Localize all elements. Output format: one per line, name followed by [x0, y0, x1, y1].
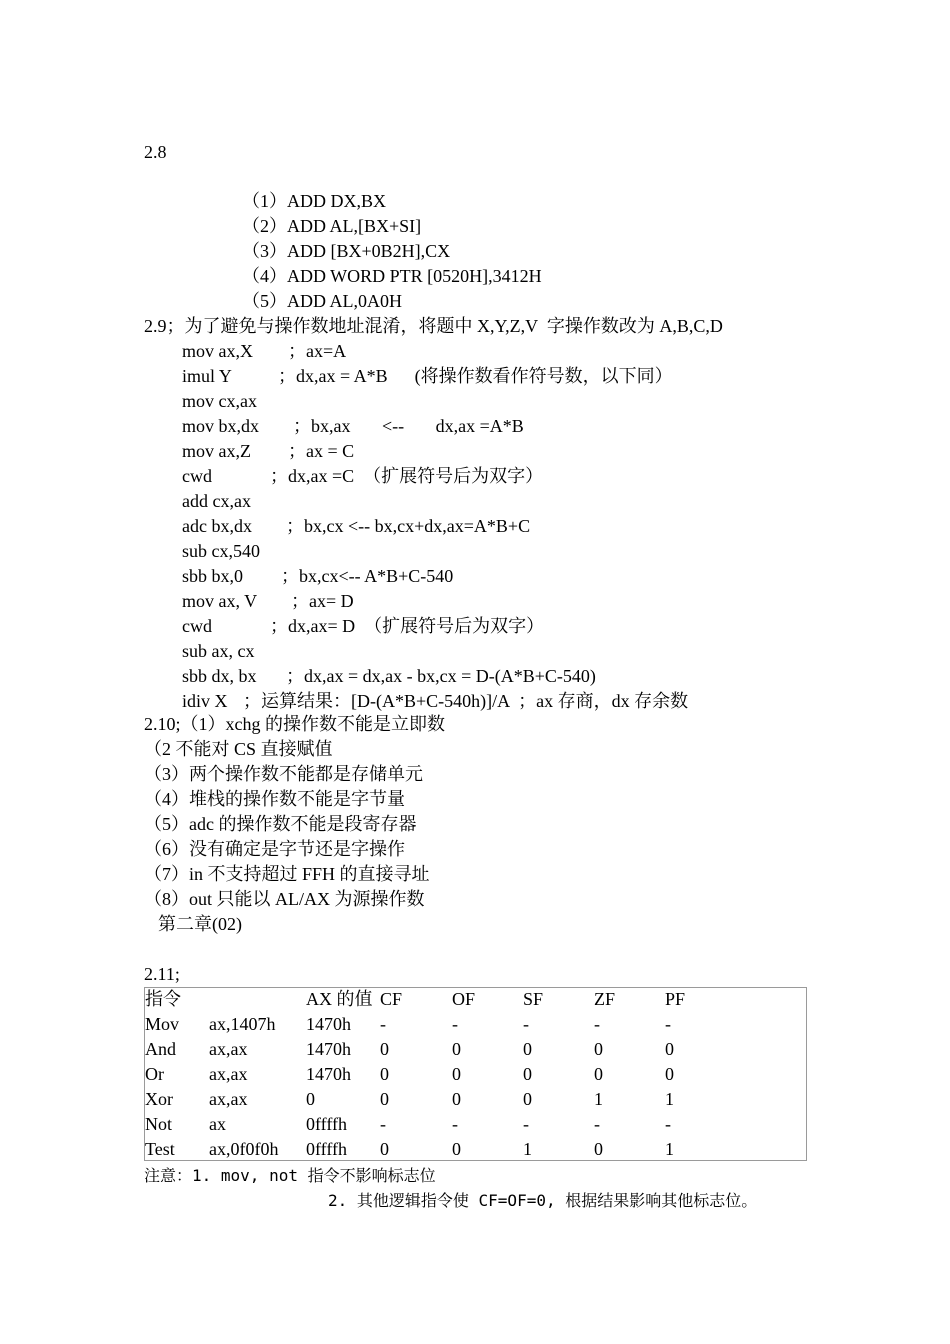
table-cell: ax,0f0f0h	[209, 1139, 279, 1159]
table-cell: ax,ax	[209, 1064, 248, 1084]
table-cell: 0	[452, 1039, 461, 1059]
code-instruction: mov cx,ax	[182, 391, 257, 411]
code-comment: ；ax=A	[288, 341, 347, 361]
list-item: （1）ADD DX,BX	[242, 191, 386, 211]
table-cell: 1	[665, 1139, 674, 1159]
table-cell: 0	[665, 1039, 674, 1059]
chapter-note: 第二章(02)	[158, 914, 242, 934]
code-instruction: cwd	[182, 616, 212, 636]
code-comment: ；dx,ax =C （扩展符号后为双字）	[270, 466, 544, 486]
table-cell: ax,1407h	[209, 1014, 276, 1034]
code-comment: ；bx,cx <-- bx,cx+dx,ax=A*B+C	[286, 516, 531, 536]
list-item: （8）out 只能以 AL/AX 为源操作数	[144, 889, 425, 909]
table-cell: 0	[594, 1139, 603, 1159]
table-cell: 1	[665, 1089, 674, 1109]
table-cell: -	[523, 1114, 529, 1134]
note-2: 2. 其他逻辑指令使 CF=OF=0, 根据结果影响其他标志位。	[328, 1191, 758, 1210]
list-item: （5）ADD AL,0A0H	[242, 291, 402, 311]
list-item: （4）堆栈的操作数不能是字节量	[144, 789, 405, 809]
table-cell: ax,ax	[209, 1089, 248, 1109]
table-cell: And	[145, 1039, 176, 1059]
section-2-10-heading: 2.10;（1）xchg 的操作数不能是立即数	[144, 714, 445, 734]
section-2-8-heading: 2.8	[144, 142, 167, 162]
table-cell: Or	[145, 1064, 164, 1084]
table-cell: 0	[594, 1039, 603, 1059]
code-comment: ；dx,ax = dx,ax - bx,cx = D-(A*B+C-540)	[286, 666, 596, 686]
code-instruction: mov bx,dx	[182, 416, 260, 436]
list-item: （6）没有确定是字节还是字操作	[144, 839, 405, 859]
table-cell: Test	[145, 1139, 175, 1159]
table-cell: 0	[380, 1039, 389, 1059]
code-comment: ；运算结果：[D-(A*B+C-540h)]/A ；ax 存商，dx 存余数	[243, 691, 689, 711]
code-comment: ；ax = C	[288, 441, 355, 461]
table-cell: Mov	[145, 1014, 180, 1034]
table-header-cell: AX 的值	[306, 989, 373, 1009]
table-cell: Not	[145, 1114, 172, 1134]
table-cell: -	[523, 1014, 529, 1034]
table-cell: 0	[452, 1139, 461, 1159]
list-item: （3）ADD [BX+0B2H],CX	[242, 241, 451, 261]
table-cell: ax	[209, 1114, 226, 1134]
code-comment: ；ax= D	[291, 591, 354, 611]
code-instruction: cwd	[182, 466, 212, 486]
table-cell: 1470h	[306, 1064, 351, 1084]
list-item: （2）ADD AL,[BX+SI]	[242, 216, 422, 236]
table-header-cell: OF	[452, 989, 476, 1009]
table-header-cell: PF	[665, 989, 686, 1009]
table-cell: -	[665, 1014, 671, 1034]
list-item: （4）ADD WORD PTR [0520H],3412H	[242, 266, 542, 286]
table-header-cell: 指令	[145, 989, 181, 1009]
table-cell: 1470h	[306, 1039, 351, 1059]
table-cell: -	[594, 1114, 600, 1134]
list-item: （5）adc 的操作数不能是段寄存器	[144, 814, 417, 834]
code-instruction: sbb bx,0	[182, 566, 244, 586]
section-2-11-heading: 2.11;	[144, 964, 180, 984]
list-item: （7）in 不支持超过 FFH 的直接寻址	[144, 864, 430, 884]
table-cell: -	[594, 1014, 600, 1034]
code-comment: ；bx,cx<-- A*B+C-540	[281, 566, 454, 586]
table-cell: 1470h	[306, 1014, 351, 1034]
table-cell: 0	[665, 1064, 674, 1084]
table-cell: Xor	[145, 1089, 173, 1109]
code-instruction: imul Y	[182, 366, 232, 386]
table-header-cell: CF	[380, 989, 403, 1009]
table-cell: 0	[380, 1139, 389, 1159]
table-cell: -	[452, 1114, 458, 1134]
table-cell: 0ffffh	[306, 1139, 348, 1159]
table-cell: 0	[523, 1064, 532, 1084]
code-instruction: sbb dx, bx	[182, 666, 257, 686]
table-cell: ax,ax	[209, 1039, 248, 1059]
table-cell: 1	[523, 1139, 532, 1159]
table-cell: 0	[380, 1064, 389, 1084]
code-instruction: mov ax, V	[182, 591, 258, 611]
table-cell: -	[380, 1114, 386, 1134]
table-cell: -	[380, 1014, 386, 1034]
table-header-cell: SF	[523, 989, 544, 1009]
flags-table	[144, 987, 807, 1161]
list-item: （3）两个操作数不能都是存储单元	[144, 764, 423, 784]
table-cell: 0	[523, 1089, 532, 1109]
table-cell: 0ffffh	[306, 1114, 348, 1134]
table-header-cell: ZF	[594, 989, 616, 1009]
list-item: （2 不能对 CS 直接赋值	[144, 739, 333, 759]
code-instruction: sub cx,540	[182, 541, 260, 561]
code-instruction: add cx,ax	[182, 491, 251, 511]
note-1: 注意：1. mov, not 指令不影响标志位	[144, 1166, 436, 1185]
code-instruction: adc bx,dx	[182, 516, 252, 536]
code-comment: ；dx,ax= D （扩展符号后为双字）	[270, 616, 545, 636]
code-comment: ；dx,ax = A*B (将操作数看作符号数，以下同）	[278, 366, 673, 386]
table-cell: 1	[594, 1089, 603, 1109]
code-instruction: idiv X	[182, 691, 228, 711]
table-cell: 0	[523, 1039, 532, 1059]
section-2-9-heading: 2.9；为了避免与操作数地址混淆，将题中 X,Y,Z,V 字操作数改为 A,B,C,D	[144, 316, 723, 336]
code-comment: ；bx,ax <-- dx,ax =A*B	[293, 416, 524, 436]
table-cell: -	[452, 1014, 458, 1034]
code-instruction: mov ax,X	[182, 341, 253, 361]
code-instruction: mov ax,Z	[182, 441, 251, 461]
table-cell: 0	[452, 1089, 461, 1109]
table-cell: 0	[452, 1064, 461, 1084]
table-cell: 0	[594, 1064, 603, 1084]
code-instruction: sub ax, cx	[182, 641, 255, 661]
table-cell: -	[665, 1114, 671, 1134]
table-cell: 0	[380, 1089, 389, 1109]
table-cell: 0	[306, 1089, 315, 1109]
